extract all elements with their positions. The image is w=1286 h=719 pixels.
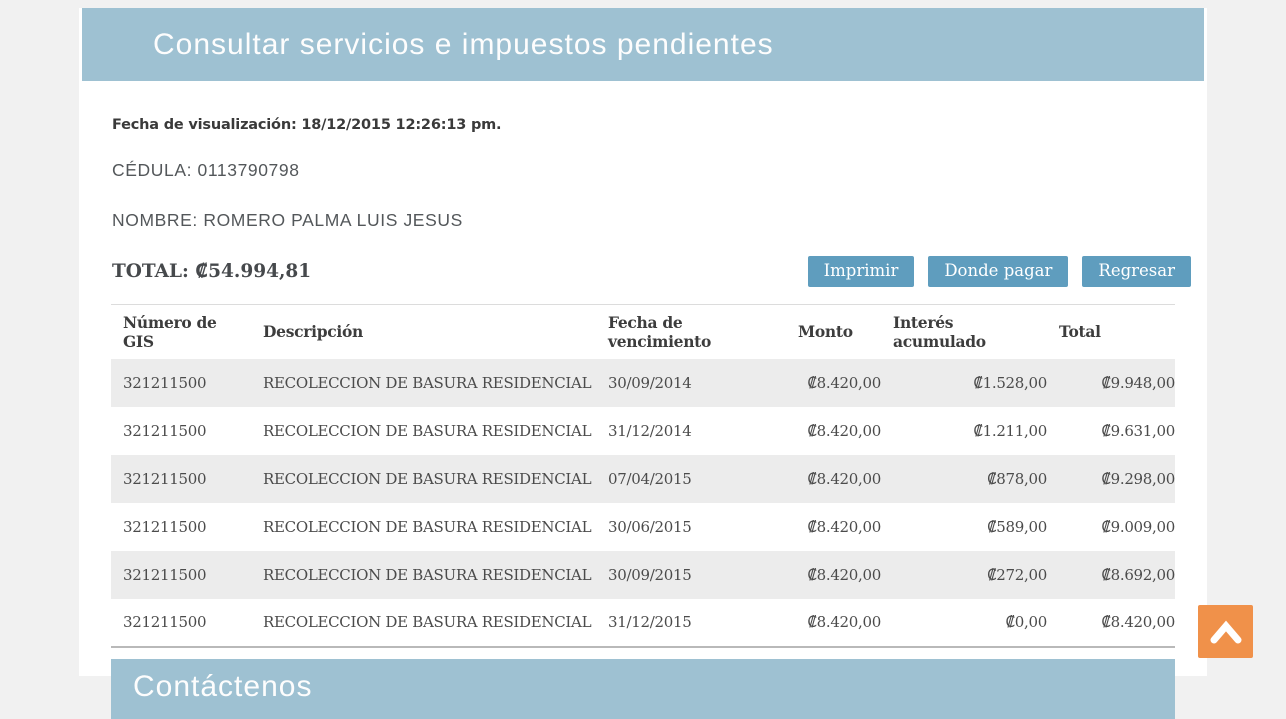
cell-fecha-vencimiento: 30/09/2015 bbox=[596, 551, 786, 599]
cell-descripcion: RECOLECCION DE BASURA RESIDENCIAL bbox=[251, 359, 596, 407]
cell-numero-gis: 321211500 bbox=[123, 421, 207, 440]
cell-numero-gis: 321211500 bbox=[123, 517, 207, 536]
visualization-date-label: Fecha de visualización: bbox=[112, 117, 297, 133]
cell-descripcion: RECOLECCION DE BASURA RESIDENCIAL bbox=[263, 613, 592, 631]
total-value: ₡54.994,81 bbox=[195, 261, 312, 282]
table-row bbox=[111, 551, 1175, 599]
cell-descripcion: RECOLECCION DE BASURA RESIDENCIAL bbox=[263, 517, 592, 536]
cell-numero-gis: 321211500 bbox=[123, 613, 207, 631]
cell-descripcion: RECOLECCION DE BASURA RESIDENCIAL bbox=[251, 551, 596, 599]
nombre-label: NOMBRE: bbox=[112, 210, 198, 230]
pending-charges-table bbox=[111, 304, 1175, 648]
cell-total: ₡9.298,00 bbox=[1047, 455, 1175, 503]
table-row bbox=[111, 359, 1175, 407]
table-row bbox=[111, 599, 1175, 647]
total-label: TOTAL: bbox=[112, 261, 189, 282]
header-fecha-vencimiento: Fecha de vencimiento bbox=[608, 312, 712, 351]
cell-interes-acumulado: ₡1.528,00 bbox=[881, 359, 1047, 407]
cell-total: ₡9.631,00 bbox=[1101, 421, 1175, 440]
cell-total: ₡9.948,00 bbox=[1047, 359, 1175, 407]
total-and-actions-row bbox=[111, 256, 1175, 287]
cell-descripcion: RECOLECCION DE BASURA RESIDENCIAL bbox=[251, 455, 596, 503]
visualization-date-value: 18/12/2015 12:26:13 pm. bbox=[301, 117, 502, 133]
cell-interes-acumulado: ₡0,00 bbox=[1005, 613, 1047, 631]
table-row bbox=[111, 407, 1175, 455]
table-row bbox=[111, 455, 1175, 503]
cell-interes-acumulado: ₡589,00 bbox=[987, 517, 1047, 536]
cell-interes-acumulado: ₡878,00 bbox=[881, 455, 1047, 503]
header-descripcion: Descripción bbox=[263, 322, 363, 342]
cell-fecha-vencimiento: 30/09/2014 bbox=[596, 359, 786, 407]
cell-monto: ₡8.420,00 bbox=[807, 613, 881, 631]
cell-numero-gis: 321211500 bbox=[111, 455, 251, 503]
header-total: Total bbox=[1059, 322, 1101, 342]
total-line bbox=[112, 261, 311, 282]
cell-total: ₡8.692,00 bbox=[1047, 551, 1175, 599]
cell-fecha-vencimiento: 30/06/2015 bbox=[608, 517, 692, 536]
imprimir-button[interactable]: Imprimir bbox=[808, 256, 915, 287]
table-row bbox=[111, 503, 1175, 551]
nombre-line bbox=[112, 210, 1175, 231]
action-buttons bbox=[808, 256, 1191, 287]
cell-fecha-vencimiento: 31/12/2014 bbox=[608, 421, 692, 440]
cell-monto: ₡8.420,00 bbox=[786, 359, 881, 407]
cell-numero-gis: 321211500 bbox=[111, 359, 251, 407]
header-interes-acumulado: Interés acumulado bbox=[893, 312, 986, 351]
cell-fecha-vencimiento: 07/04/2015 bbox=[596, 455, 786, 503]
chevron-up-icon bbox=[1209, 619, 1243, 645]
cell-interes-acumulado: ₡272,00 bbox=[881, 551, 1047, 599]
cell-descripcion: RECOLECCION DE BASURA RESIDENCIAL bbox=[263, 421, 592, 440]
cell-total: ₡8.420,00 bbox=[1101, 613, 1175, 631]
cedula-line bbox=[112, 160, 1175, 181]
cedula-label: CÉDULA: bbox=[112, 160, 193, 180]
cell-fecha-vencimiento: 31/12/2015 bbox=[608, 613, 692, 631]
cell-monto: ₡8.420,00 bbox=[786, 455, 881, 503]
page-title: Consultar servicios e impuestos pendientes bbox=[153, 27, 774, 61]
donde-pagar-button[interactable]: Donde pagar bbox=[928, 256, 1068, 287]
regresar-button[interactable]: Regresar bbox=[1082, 256, 1191, 287]
scroll-to-top-button[interactable] bbox=[1198, 605, 1253, 658]
table-header bbox=[111, 305, 1175, 359]
header-numero-gis: Número de GIS bbox=[123, 312, 217, 351]
table-body bbox=[111, 359, 1175, 647]
cell-total: ₡9.009,00 bbox=[1101, 517, 1175, 536]
footer-section-title: Contáctenos bbox=[133, 669, 313, 703]
visualization-date-line bbox=[112, 117, 1175, 133]
cell-monto: ₡8.420,00 bbox=[786, 551, 881, 599]
page-header-bar bbox=[82, 8, 1204, 81]
nombre-value: ROMERO PALMA LUIS JESUS bbox=[203, 210, 463, 230]
cell-numero-gis: 321211500 bbox=[111, 551, 251, 599]
cell-monto: ₡8.420,00 bbox=[807, 421, 881, 440]
content-area bbox=[79, 8, 1207, 703]
main-section bbox=[79, 117, 1207, 719]
cedula-value: 0113790798 bbox=[197, 160, 300, 180]
cell-interes-acumulado: ₡1.211,00 bbox=[973, 421, 1047, 440]
cell-monto: ₡8.420,00 bbox=[807, 517, 881, 536]
header-monto: Monto bbox=[798, 322, 853, 342]
page-canvas bbox=[0, 8, 1286, 703]
